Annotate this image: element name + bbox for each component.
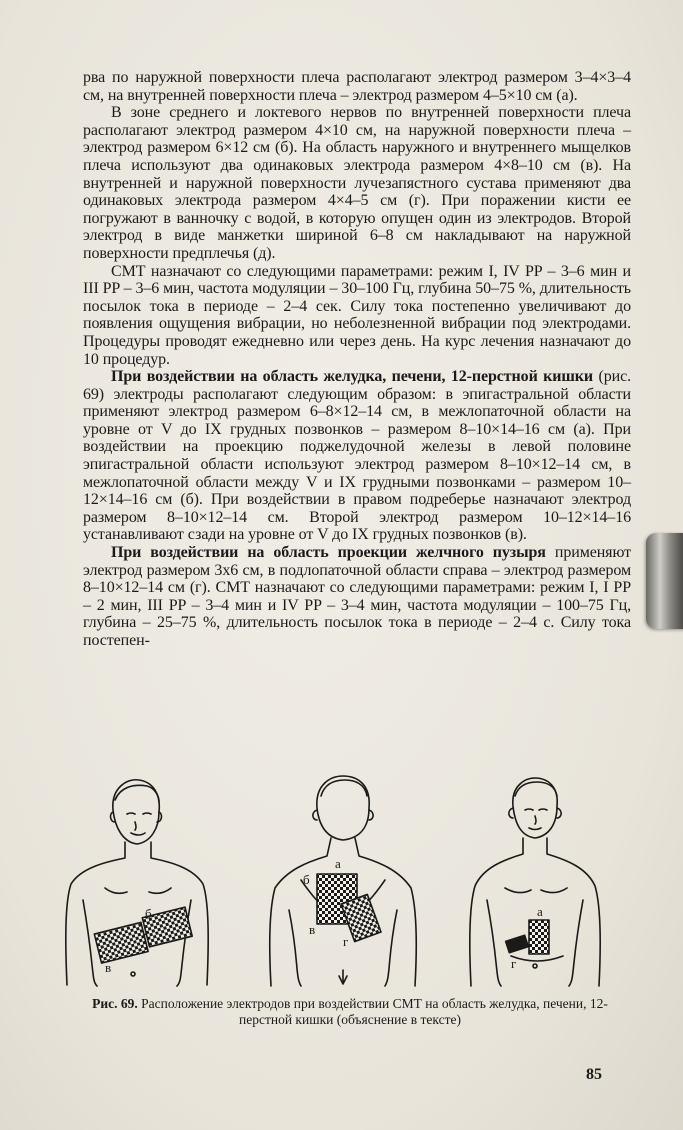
label-left-b: б [145, 906, 152, 921]
figure-caption [90, 996, 610, 1028]
paragraph-gallbladder-text: применяют электрод размером 3х6 см, в подлопаточной области справа – электрод размером 8–10×12–14 см (г). СМТ назначают со следующими параметрами: режим I, I PP – 2 мин, III PP – 3–4 мин и IV PP – 3–4 мин, частота модуляции – 100–75 Гц, глубина – 25–75 %, длительность посылок тока в периоде – 2–4 с. Силу тока постепен- [83, 544, 631, 649]
label-mid-g: г [343, 934, 349, 949]
figure-69 [55, 770, 625, 992]
label-right-g: г [511, 956, 517, 971]
electrode-right-a [529, 920, 549, 954]
electrode-left-b [94, 922, 148, 963]
paragraph-stomach [83, 368, 631, 544]
page-number: 85 [586, 1066, 602, 1083]
body-text [83, 69, 631, 650]
label-mid-v: в [309, 922, 316, 937]
paragraph-gallbladder [83, 544, 631, 650]
paragraph-gallbladder-heading: При воздействии на область проекции желчного пузыря [111, 544, 546, 562]
thumb-index-tab [646, 533, 683, 629]
paragraph-stomach-text: (рис. 69) электроды располагают следующим образом: в эпигастральной области применяют электрод размером 6–8×12–14 см, в межлопаточной области на уровне от V до IX грудных позвонков – размером 8–10×14–16 см (а). При воздействии на проекцию поджелудочной железы в левой половине эпигастральной области используют электрод размером 8–10×12–14 см, в межлопаточной области между V и IX грудными позвонками – размером 10–12×14–16 см (б). При воздействии в правом подреберье назначают электрод размером 8–10×12–14 см. Второй электрод размером 10–12×14–16 устанавливают сзади на уровне от V до IX грудных позвонков (в). [83, 368, 631, 544]
paragraph-continuation: рва по наружной поверхности плеча располагают электрод размером 3–4×3–4 см, на внутренней поверхности плеча – электрод размером 4–5×10 см (а). [83, 69, 631, 104]
label-left-v: в [105, 960, 112, 975]
label-right-a: а [537, 904, 543, 919]
caption-label: Рис. 69. [92, 996, 138, 1011]
paragraph-parameters: СМТ назначают со следующими параметрами: режим I, IV PP – 3–6 мин и III PP – 3–6 мин, частота модуляции – 30–100 Гц, глубина 50–75 %, длительность посылок тока в периоде – 2–4 сек. Силу тока постепенно увеличивают до появления ощущения вибрации, но неболезненной вибрации под электродами. Процедуры проводят ежедневно или через день. На курс лечения назначают до 10 процедур. [83, 262, 631, 368]
electrode-right-g [506, 935, 529, 953]
label-mid-a: а [335, 856, 341, 871]
caption-text: Расположение электродов при воздействии СМТ на область желудка, печени, 12-перстной кишки (объяснение в тексте) [137, 996, 608, 1027]
paragraph-stomach-heading: При воздействии на область желудка, печени, 12-перстной кишки [111, 368, 594, 386]
paragraph-nerves: В зоне среднего и локтевого нервов по внутренней поверхности плеча располагают электрод размером 4×10 см, на наружной поверхности плеча – электрод размером 6×12 см (б). На область наружного и внутреннего мыщелков плеча используют два одинаковых электрода размером 4×8–10 см (в). На внутренней и наружной поверхности лучезапястного сустава применяют два одинаковых электрода размером 4×4–5 см (г). При поражении кисти ее погружают в ванночку с водой, в которую опущен один из электродов. Второй электрод в виде манжетки шириной 6–8 см накладывают на наружной поверхности предплечья (д). [83, 104, 631, 262]
label-mid-b: б [303, 872, 310, 887]
